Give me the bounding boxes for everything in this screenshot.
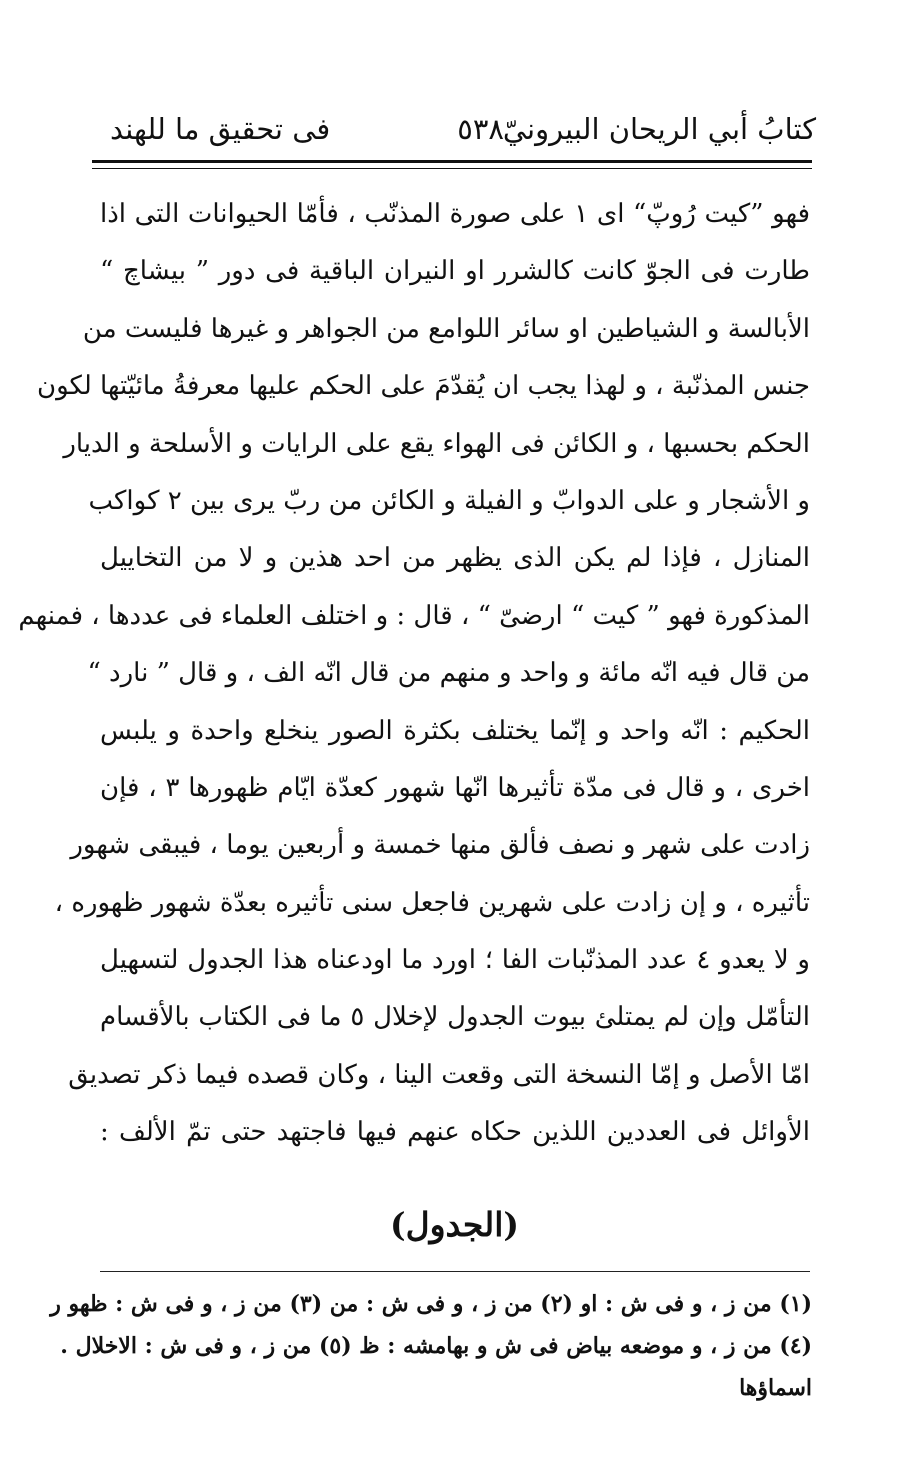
text-line: طارت فى الجوّ كانت كالشرر او النيران الباقية فى دور ” بيشاچ “ — [100, 256, 810, 287]
main-text — [18, 186, 811, 1162]
text-line: امّا الأصل و إمّا النسخة التى وقعت الينا ، وكان قصده فيما ذكر تصديق — [68, 1059, 810, 1090]
footnote-line: (٤) من ز ، و موضعه بياض فى ش و بهامشه : ظ (٥) من ز ، و فى ش : الاخلال . — [60, 1333, 812, 1359]
text-line: فهو ”كيت رُوپّ“ اى ١ على صورة المذنّب ، فأمّا الحيوانات التى اذا — [100, 199, 811, 229]
text-line: و الأشجار و على الدوابّ و الفيلة و الكائن من ربّ يرى بين ٢ كواكب — [88, 485, 810, 516]
table-heading: (الجدول) — [390, 1205, 519, 1244]
header-work-title: فى تحقيق ما للهند — [110, 112, 331, 146]
catchword: اسماؤها — [739, 1375, 812, 1401]
text-line: المنازل ، فإذا لم يكن الذى يظهر من احد هذين و لا من التخاييل — [100, 543, 810, 574]
text-line: المذكورة فهو ” كيت “ ارضىّ “ ، قال : و اختلف العلماء فى عددها ، فمنهم — [18, 600, 810, 631]
text-line: التأمّل وإن لم يمتلئ بيوت الجدول لإخلال ٥ ما فى الكتاب بالأقسام — [100, 1002, 810, 1033]
text-line: و لا يعدو ٤ عدد المذنّبات الفا ؛ اورد ما اودعناه هذا الجدول لتسهيل — [100, 945, 810, 976]
running-header — [96, 104, 816, 164]
text-line: من قال فيه انّه مائة و واحد و منهم من قال انّه الف ، و قال ” نارد “ — [87, 658, 810, 689]
header-rule-thick — [92, 160, 812, 163]
text-line: جنس المذنّبة ، و لهذا يجب ان يُقدّمَ على الحكم عليها معرفةُ مائيّتها لكون — [36, 371, 810, 402]
footnote-line: (١) من ز ، و فى ش : او (٢) من ز ، و فى ش : من (٣) من ز ، و فى ش : ظهو ر — [50, 1291, 812, 1317]
text-line: الحكم بحسبها ، و الكائن فى الهواء يقع على الرايات و الأسلحة و الديار — [63, 428, 810, 459]
text-line: اخرى ، و قال فى مدّة تأثيرها انّها شهور كعدّة ايّام ظهورها ٣ ، فإن — [100, 772, 810, 803]
header-rule-thin — [92, 168, 812, 169]
page-number: ٥٣٨ — [457, 112, 504, 146]
footnote-rule — [100, 1271, 810, 1272]
text-line: الأوائل فى العددين اللذين حكاه عنهم فيها فاجتهد حتى تمّ الألف : — [100, 1117, 810, 1148]
text-line: الأبالسة و الشياطين او سائر اللوامع من الجواهر و غيرها فليست من — [82, 313, 810, 344]
text-line: زادت على شهر و نصف فألق منها خمسة و أربعين يوما ، فيبقى شهور — [70, 830, 810, 861]
header-book-title: كتابُ أبي الريحان البيرونيّ — [502, 112, 816, 146]
text-line: تأثيره ، و إن زادت على شهرين فاجعل سنى تأثيره بعدّة شهور ظهوره ، — [54, 887, 810, 918]
text-line: الحكيم : انّه واحد و إنّما يختلف بكثرة الصور ينخلع واحدة و يلبس — [100, 715, 810, 746]
footnotes — [50, 1283, 812, 1409]
